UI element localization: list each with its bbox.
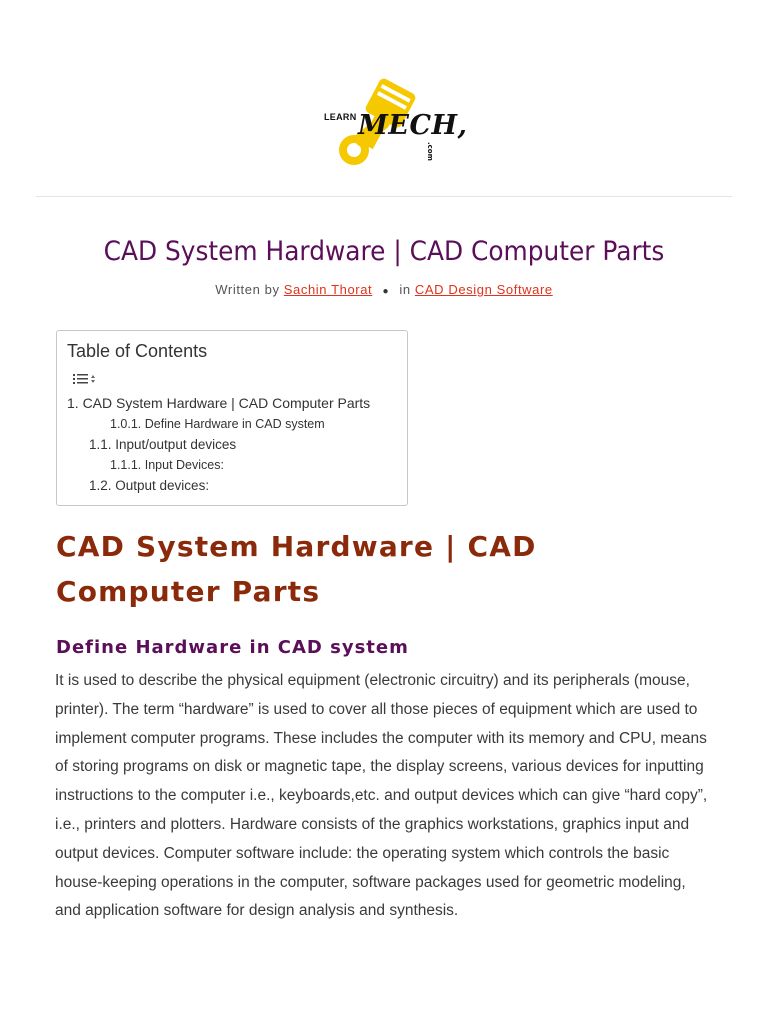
category-in-label: in [399, 282, 411, 297]
category-link[interactable]: CAD Design Software [414, 282, 553, 297]
list-toggle-icon [71, 371, 101, 387]
header-divider [36, 196, 732, 197]
logo-main-text: MECH, [358, 110, 468, 141]
meta-separator-dot: ● [382, 286, 390, 297]
site-header [0, 0, 768, 196]
toc-item[interactable]: 1. CAD System Hardware | CAD Computer Parts [67, 395, 371, 411]
logo-small-text: LEARN [324, 112, 357, 122]
toc-item[interactable]: 1.0.1. Define Hardware in CAD system [110, 416, 325, 431]
article-subheading: Define Hardware in CAD system [56, 637, 409, 658]
toc-item[interactable]: 1.2. Output devices: [89, 478, 210, 494]
logo-suffix-text: .com [426, 142, 434, 161]
post-meta [0, 282, 768, 297]
article-heading: CAD System Hardware | CAD Computer Parts [56, 530, 537, 608]
table-of-contents [56, 330, 408, 506]
toc-toggle-button[interactable] [71, 371, 101, 387]
toc-list [67, 393, 370, 497]
article-paragraph: It is used to describe the physical equipment (electronic circuitry) and its peripherals (mouse, printer). The term “hardware” is used to cover all those pieces of equipment which are used to implement computer programs. These includes the computer with its memory and CPU, means of storing programs on disk or magnetic tape, the display screens, various devices for inputting instructions to the computer i.e., keyboards,etc. and output devices which can give “hard copy”, i.e., printers and plotters. Hardware consists of the graphics workstations, graphics input and output devices. Computer software include: the operating system which controls the basic house-keeping operations in the computer, software packages used for geometric modeling, and application software for design analysis and synthesis. [55, 672, 708, 920]
written-by-label: Written by [215, 282, 280, 297]
toc-item[interactable]: 1.1. Input/output devices [89, 436, 237, 452]
site-logo[interactable] [322, 72, 468, 172]
toc-item[interactable]: 1.1.1. Input Devices: [110, 458, 224, 473]
author-link[interactable]: Sachin Thorat [283, 282, 373, 297]
toc-title: Table of Contents [67, 341, 208, 361]
post-title: CAD System Hardware | CAD Computer Parts [103, 236, 665, 267]
